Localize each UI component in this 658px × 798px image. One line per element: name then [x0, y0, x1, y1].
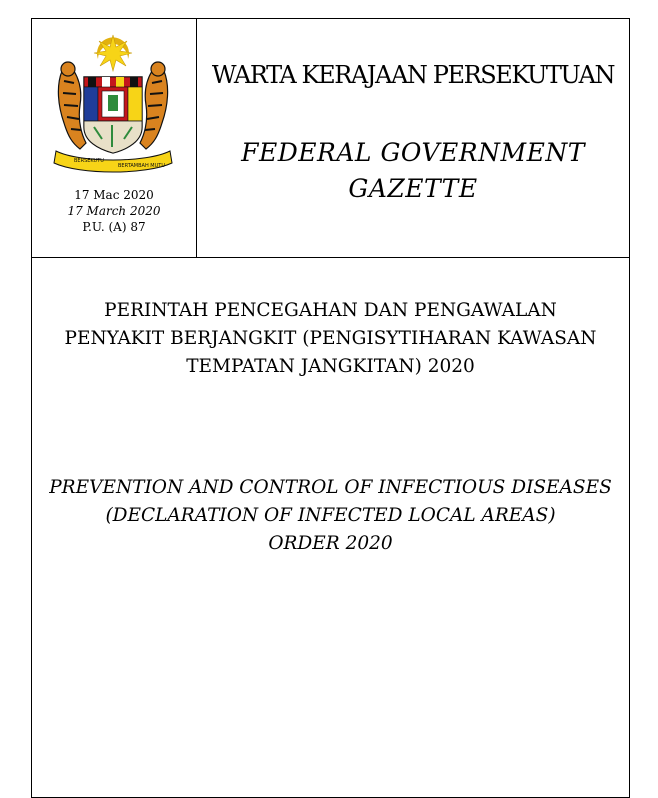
order-title-malay-line: TEMPATAN JANGKITAN) 2020 — [186, 356, 475, 377]
motto-right-text: BERTAMBAH MUTU — [118, 163, 165, 169]
gazette-page-frame — [31, 18, 630, 798]
motto-left-text: BERSEKUTU — [74, 158, 104, 164]
gazette-header — [32, 19, 629, 258]
coat-of-arms-icon — [50, 31, 176, 181]
order-title-english — [32, 474, 629, 558]
pu-reference: P.U. (A) 87 — [82, 220, 146, 234]
order-title-malay — [32, 297, 629, 381]
header-right-cell — [197, 19, 629, 257]
gazette-title-english — [197, 135, 629, 207]
gazette-title-english-line: FEDERAL GOVERNMENT — [241, 138, 585, 167]
star-shape — [94, 35, 132, 71]
order-title-english-line: ORDER 2020 — [268, 533, 393, 554]
date-block — [32, 187, 196, 235]
order-title-malay-line: PENYAKIT BERJANGKIT (PENGISYTIHARAN KAWASAN — [64, 328, 597, 349]
order-title-english-line: (DECLARATION OF INFECTED LOCAL AREAS) — [105, 505, 556, 526]
date-english: 17 March 2020 — [67, 204, 161, 218]
gazette-title-malay: WARTA KERAJAAN PERSEKUTUAN — [211, 61, 615, 89]
gazette-title-english-line: GAZETTE — [348, 174, 478, 203]
header-left-cell — [32, 19, 197, 257]
date-malay: 17 Mac 2020 — [74, 188, 154, 202]
order-title-english-line: PREVENTION AND CONTROL OF INFECTIOUS DISEASES — [49, 477, 612, 498]
order-title-malay-line: PERINTAH PENCEGAHAN DAN PENGAWALAN — [104, 300, 557, 321]
